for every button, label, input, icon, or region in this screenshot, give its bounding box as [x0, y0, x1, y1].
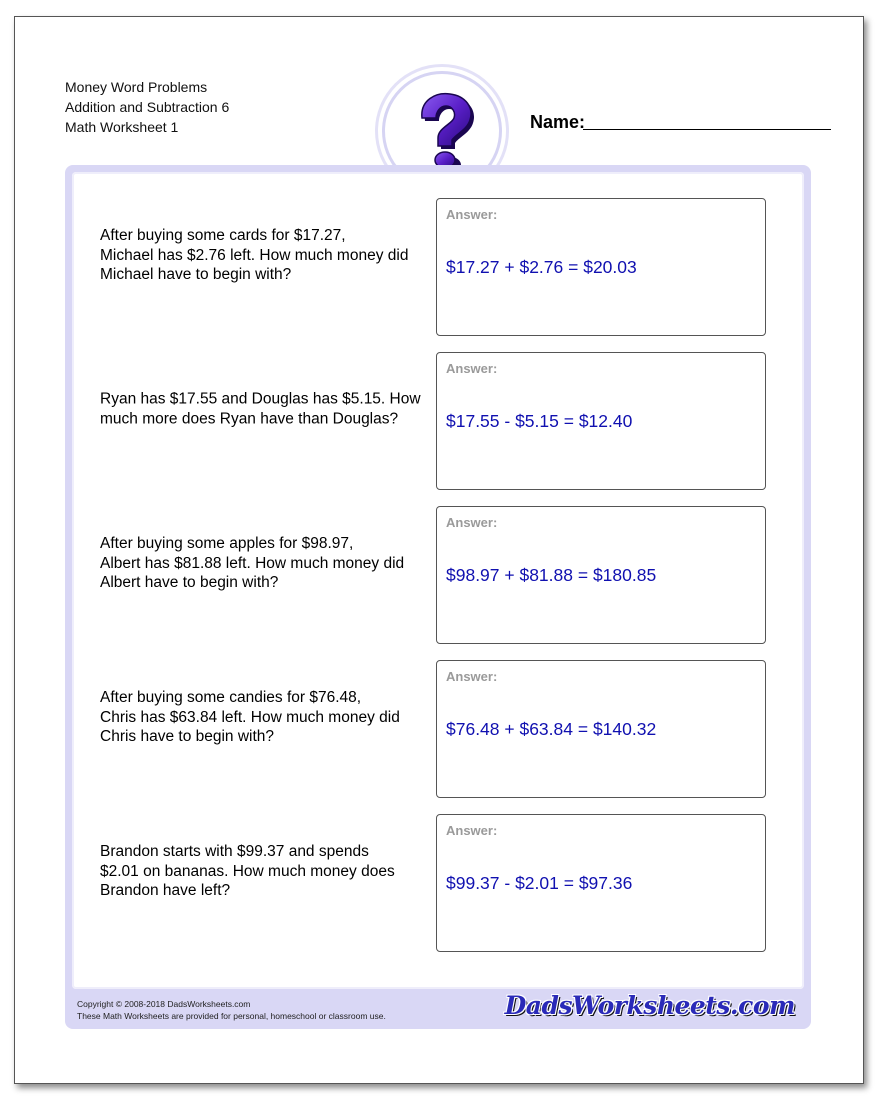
question-line: $2.01 on bananas. How much money does: [100, 862, 395, 880]
answer-text: $17.55 - $5.15 = $12.40: [446, 411, 633, 431]
problem-question: [100, 226, 440, 285]
question-line: Michael have to begin with?: [100, 265, 292, 283]
question-line: After buying some candies for $76.48,: [100, 688, 362, 706]
question-line: Brandon have left?: [100, 881, 231, 899]
problem-item: [72, 332, 804, 486]
answer-label: Answer:: [446, 361, 498, 376]
answer-text: $76.48 + $63.84 = $140.32: [446, 719, 657, 739]
name-field-line[interactable]: [583, 129, 831, 130]
problem-question: [100, 842, 440, 901]
answer-box[interactable]: [436, 814, 766, 952]
worksheet-number: Math Worksheet 1: [65, 119, 179, 135]
answer-text: $98.97 + $81.88 = $180.85: [446, 565, 657, 585]
answer-box[interactable]: [436, 352, 766, 490]
answer-box[interactable]: [436, 506, 766, 644]
worksheet-page: [14, 16, 864, 1084]
answer-label: Answer:: [446, 823, 498, 838]
copyright-notice: [77, 998, 386, 1022]
question-line: Chris have to begin with?: [100, 727, 275, 745]
answer-label: Answer:: [446, 207, 498, 222]
answer-text: $17.27 + $2.76 = $20.03: [446, 257, 637, 277]
question-line: Michael has $2.76 left. How much money did: [100, 246, 409, 264]
answer-box[interactable]: [436, 660, 766, 798]
problem-item: [72, 640, 804, 794]
answer-label: Answer:: [446, 669, 498, 684]
worksheet-subtitle: Addition and Subtraction 6: [65, 99, 230, 115]
answer-box[interactable]: [436, 198, 766, 336]
worksheet-title: Money Word Problems: [65, 79, 208, 95]
brand-logo[interactable]: DadsWorksheets.com: [504, 991, 795, 1020]
usage-notice: These Math Worksheets are provided for personal, homeschool or classroom use.: [77, 1011, 386, 1021]
answer-text: $99.37 - $2.01 = $97.36: [446, 873, 633, 893]
problem-question: [100, 688, 440, 747]
question-mark-icon: [402, 86, 482, 176]
problem-question: [100, 390, 440, 429]
name-label: Name:: [530, 112, 586, 132]
problem-item: [72, 794, 804, 948]
question-line: After buying some cards for $17.27,: [100, 226, 346, 244]
problem-question: [100, 534, 440, 593]
worksheet-footer: [77, 993, 799, 1025]
question-line: Chris has $63.84 left. How much money did: [100, 708, 400, 726]
answer-label: Answer:: [446, 515, 498, 530]
worksheet-header: [65, 77, 229, 137]
question-line: Albert has $81.88 left. How much money did: [100, 554, 405, 572]
copyright-text: Copyright © 2008-2018 DadsWorksheets.com: [77, 999, 251, 1009]
problem-item: [72, 486, 804, 640]
problem-item: [72, 178, 804, 332]
question-line: After buying some apples for $98.97,: [100, 534, 354, 552]
question-line: Albert have to begin with?: [100, 573, 279, 591]
question-line: Brandon starts with $99.37 and spends: [100, 842, 369, 860]
problems-area: [72, 172, 804, 989]
problems-frame: [65, 165, 811, 1029]
question-line: Ryan has $17.55 and Douglas has $5.15. How: [100, 390, 421, 408]
question-line: much more does Ryan have than Douglas?: [100, 410, 399, 427]
